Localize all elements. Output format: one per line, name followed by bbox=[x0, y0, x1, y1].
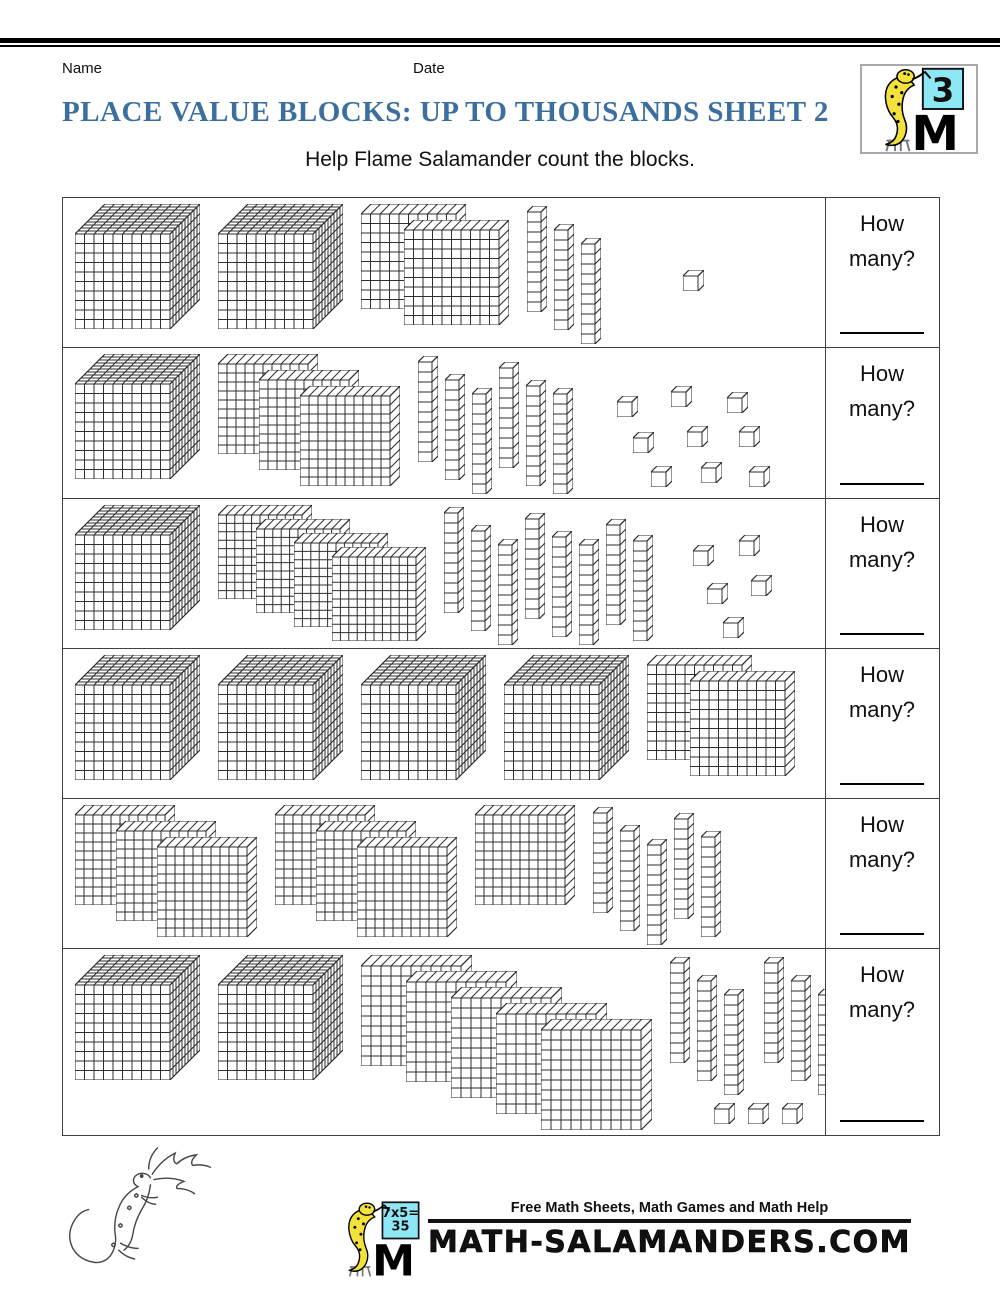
ten-rod bbox=[552, 531, 572, 637]
how-many-label: How many? bbox=[848, 211, 916, 272]
unit-cube bbox=[714, 1103, 735, 1124]
table-row bbox=[63, 649, 939, 799]
ten-rod bbox=[818, 989, 825, 1095]
ten-rod bbox=[418, 356, 438, 462]
how-many-cell bbox=[825, 198, 938, 347]
ten-rod bbox=[499, 362, 519, 468]
table-row bbox=[63, 348, 939, 499]
thousand-cube bbox=[218, 204, 343, 329]
ten-rod bbox=[674, 813, 694, 919]
hundred-flat bbox=[404, 220, 509, 325]
svg-text:M: M bbox=[911, 107, 959, 154]
answer-blank[interactable] bbox=[840, 332, 924, 334]
hundred-flat-group bbox=[218, 505, 426, 641]
unit-cube bbox=[707, 583, 728, 604]
blocks-cell bbox=[63, 949, 825, 1135]
name-label: Name bbox=[62, 60, 103, 77]
blocks-cell bbox=[63, 348, 825, 498]
footer-banner bbox=[334, 1198, 911, 1279]
unit-cube bbox=[739, 426, 760, 447]
unit-cube bbox=[748, 1103, 769, 1124]
ten-rod bbox=[670, 957, 690, 1063]
thousand-cube bbox=[75, 955, 200, 1080]
ten-rod bbox=[620, 825, 640, 931]
hundred-flat bbox=[357, 837, 457, 937]
hundred-flat bbox=[541, 1019, 652, 1130]
ten-rod bbox=[526, 380, 546, 486]
unit-cube bbox=[749, 466, 770, 487]
date-label: Date bbox=[413, 60, 445, 77]
svg-text:M: M bbox=[372, 1236, 415, 1279]
ten-rod-group bbox=[444, 505, 653, 645]
footer-rule bbox=[428, 1219, 911, 1223]
how-many-label: How many? bbox=[848, 512, 916, 573]
ten-rod bbox=[498, 539, 518, 645]
flame-salamander-paths bbox=[70, 1148, 211, 1263]
hundred-flat-group bbox=[361, 204, 509, 325]
thousand-cube bbox=[75, 505, 200, 630]
unit-cube bbox=[671, 386, 692, 407]
ten-rod bbox=[472, 388, 492, 494]
hundred-flat-group bbox=[218, 354, 400, 486]
hundred-flat bbox=[332, 547, 426, 641]
unit-cube bbox=[633, 432, 654, 453]
footer-tagline: Free Math Sheets, Math Games and Math Help bbox=[510, 1200, 829, 1216]
how-many-label: How many? bbox=[848, 662, 916, 723]
ten-rod bbox=[701, 831, 721, 937]
ten-rod-group bbox=[418, 354, 573, 494]
answer-blank[interactable] bbox=[840, 633, 924, 635]
blocks-cell bbox=[63, 799, 825, 948]
table-row bbox=[63, 949, 939, 1135]
ten-rod bbox=[445, 374, 465, 480]
svg-text:7x5=35: 7x5= 35 bbox=[381, 1205, 420, 1235]
how-many-label: How many? bbox=[848, 812, 916, 873]
ten-rod-groups bbox=[670, 955, 825, 1095]
ten-rod bbox=[593, 807, 613, 913]
ten-rod-group bbox=[527, 204, 601, 344]
blocks-cell bbox=[63, 649, 825, 798]
ten-rod bbox=[471, 525, 491, 631]
hundred-flat bbox=[475, 805, 575, 905]
ten-rod bbox=[553, 388, 573, 494]
unit-cube bbox=[687, 426, 708, 447]
ten-rod bbox=[764, 957, 784, 1063]
worksheet-table bbox=[62, 197, 940, 1136]
hundred-flat-group bbox=[75, 805, 257, 937]
hundred-flat bbox=[157, 837, 257, 937]
hundred-flat-group bbox=[275, 805, 457, 937]
ten-rod-group bbox=[764, 955, 825, 1095]
unit-cube bbox=[701, 462, 722, 483]
answer-blank[interactable] bbox=[840, 1120, 924, 1122]
blocks-cell bbox=[63, 198, 825, 347]
table-row bbox=[63, 198, 939, 348]
thousand-cube bbox=[75, 655, 200, 780]
how-many-cell bbox=[825, 348, 938, 498]
hundred-flat bbox=[690, 671, 795, 776]
how-many-cell bbox=[825, 799, 938, 948]
blocks-cell bbox=[63, 499, 825, 648]
page-title: PLACE VALUE BLOCKS: UP TO THOUSANDS SHEET 2 bbox=[62, 96, 829, 128]
thousand-cube bbox=[504, 655, 629, 780]
ten-rod bbox=[724, 989, 744, 1095]
hundred-flat bbox=[300, 386, 400, 486]
top-rule bbox=[0, 38, 1000, 47]
ten-rod bbox=[697, 975, 717, 1081]
thousand-cube bbox=[218, 955, 343, 1080]
how-many-cell bbox=[825, 499, 938, 648]
grade-logo bbox=[860, 64, 978, 154]
ten-rod-group bbox=[670, 955, 744, 1095]
unit-cube-group bbox=[609, 382, 767, 494]
brand-name: MATH-SALAMANDERS.COM bbox=[428, 1224, 911, 1260]
flame-salamander-drawing bbox=[64, 1138, 214, 1290]
table-row bbox=[63, 799, 939, 949]
unit-cube bbox=[751, 575, 772, 596]
how-many-cell bbox=[825, 949, 938, 1135]
how-many-label: How many? bbox=[848, 361, 916, 422]
site-logo-icon bbox=[334, 1198, 424, 1279]
table-row bbox=[63, 499, 939, 649]
tens-and-ones-group bbox=[670, 955, 825, 1124]
ten-rod bbox=[633, 535, 653, 641]
unit-cube bbox=[727, 392, 748, 413]
thousand-cube bbox=[75, 204, 200, 329]
unit-cube bbox=[782, 1103, 803, 1124]
unit-cube bbox=[723, 617, 744, 638]
thousand-cube bbox=[75, 354, 200, 479]
thousand-cube bbox=[361, 655, 486, 780]
ten-rod bbox=[581, 238, 601, 344]
unit-cube bbox=[617, 396, 638, 417]
ten-rod bbox=[791, 975, 811, 1081]
ten-rod bbox=[554, 224, 574, 330]
thousand-cube bbox=[218, 655, 343, 780]
unit-cube bbox=[739, 535, 760, 556]
ten-rod bbox=[525, 513, 545, 619]
how-many-cell bbox=[825, 649, 938, 798]
unit-cube bbox=[683, 270, 704, 291]
hundred-flat-group bbox=[647, 655, 795, 776]
hundred-flat-group bbox=[361, 955, 652, 1130]
ten-rod bbox=[606, 519, 626, 625]
answer-blank[interactable] bbox=[840, 483, 924, 485]
ten-rod bbox=[527, 206, 547, 312]
unit-cube-group bbox=[689, 533, 793, 645]
ten-rod bbox=[647, 839, 667, 945]
ten-rod bbox=[579, 539, 599, 645]
how-many-label: How many? bbox=[848, 962, 916, 1023]
unit-cube bbox=[651, 466, 672, 487]
unit-cube-group bbox=[714, 1103, 825, 1124]
salamander-grade-icon bbox=[869, 64, 969, 154]
answer-blank[interactable] bbox=[840, 933, 924, 935]
unit-cube bbox=[693, 545, 714, 566]
svg-text:3: 3 bbox=[931, 71, 955, 110]
answer-blank[interactable] bbox=[840, 783, 924, 785]
ten-rod-group bbox=[593, 805, 721, 945]
subtitle: Help Flame Salamander count the blocks. bbox=[305, 148, 695, 171]
ten-rod bbox=[444, 507, 464, 613]
